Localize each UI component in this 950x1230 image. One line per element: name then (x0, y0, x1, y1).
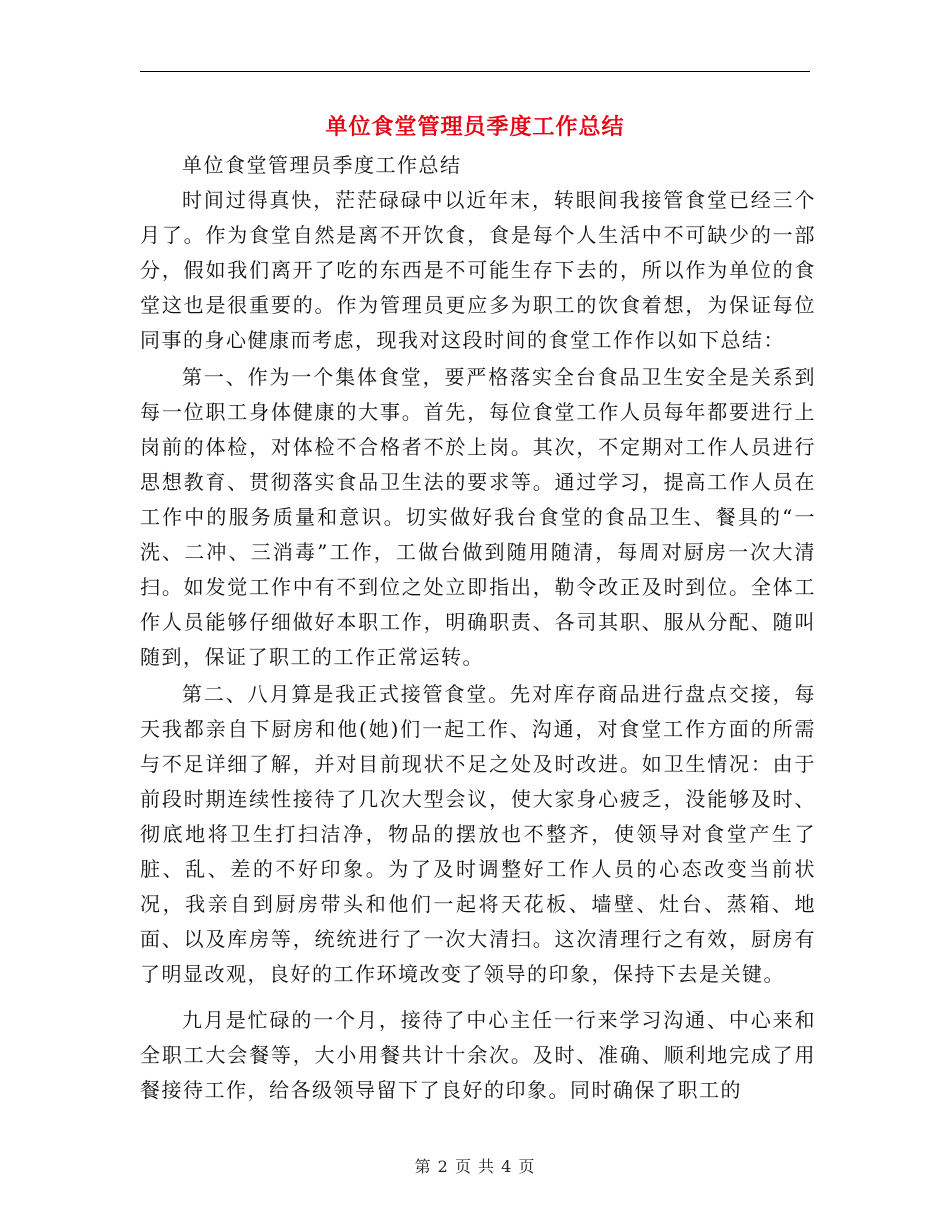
document-title: 单位食堂管理员季度工作总结 (325, 114, 625, 140)
document-body (140, 148, 816, 1108)
paragraph-september: 九月是忙碌的一个月，接待了中心主任一行来学习沟通、中心来和全职工大会餐等，大小用餐共计十余次。及时、准确、顺利地完成了用餐接待工作，给各级领导留下了良好的印象。同时确保了职工的 (140, 1008, 816, 1102)
page-number: 第 2 页 共 4 页 (414, 1157, 536, 1176)
paragraph-intro: 时间过得真快，茫茫碌碌中以近年末，转眼间我接管食堂已经三个月了。作为食堂自然是离不开饮食，食是每个人生活中不可缺少的一部分，假如我们离开了吃的东西是不可能生存下去的，所以作为单位的食堂这也是很重要的。作为管理员更应多为职工的饮食着想，为保证每位同事的身心健康而考虑，现我对这段时间的食堂工作作以如下总结： (140, 188, 816, 352)
header-rule (140, 71, 810, 72)
paragraph-second-point: 第二、八月算是我正式接管食堂。先对库存商品进行盘点交接，每天我都亲自下厨房和他(她)们一起工作、沟通，对食堂工作方面的所需与不足详细了解，并对目前现状不足之处及时改进。如卫生情况：由于前段时期连续性接待了几次大型会议，使大家身心疲乏，没能够及时、彻底地将卫生打扫洁净，物品的摆放也不整齐，使领导对食堂产生了脏、乱、差的不好印象。为了及时调整好工作人员的心态改变当前状况，我亲自到厨房带头和他们一起将天花板、墙壁、灶台、蒸箱、地面、以及库房等，统统进行了一次大清扫。这次清理行之有效，厨房有了明显改观，良好的工作环境改变了领导的印象，保持下去是关键。 (140, 682, 816, 986)
paragraph-subtitle: 单位食堂管理员季度工作总结 (182, 153, 462, 177)
paragraph-first-point: 第一、作为一个集体食堂，要严格落实全台食品卫生安全是关系到每一位职工身体健康的大事。首先，每位食堂工作人员每年都要进行上岗前的体检，对体检不合格者不於上岗。其次，不定期对工作人员进行思想教育、贯彻落实食品卫生法的要求等。通过学习，提高工作人员在工作中的服务质量和意识。切实做好我台食堂的食品卫生、餐具的“一洗、二冲、三消毒”工作，工做台做到随用随清，每周对厨房一次大清扫。如发觉工作中有不到位之处立即指出，勒令改正及时到位。全体工作人员能够仔细做好本职工作，明确职责、各司其职、服从分配、随叫随到，保证了职工的工作正常运转。 (140, 365, 816, 669)
